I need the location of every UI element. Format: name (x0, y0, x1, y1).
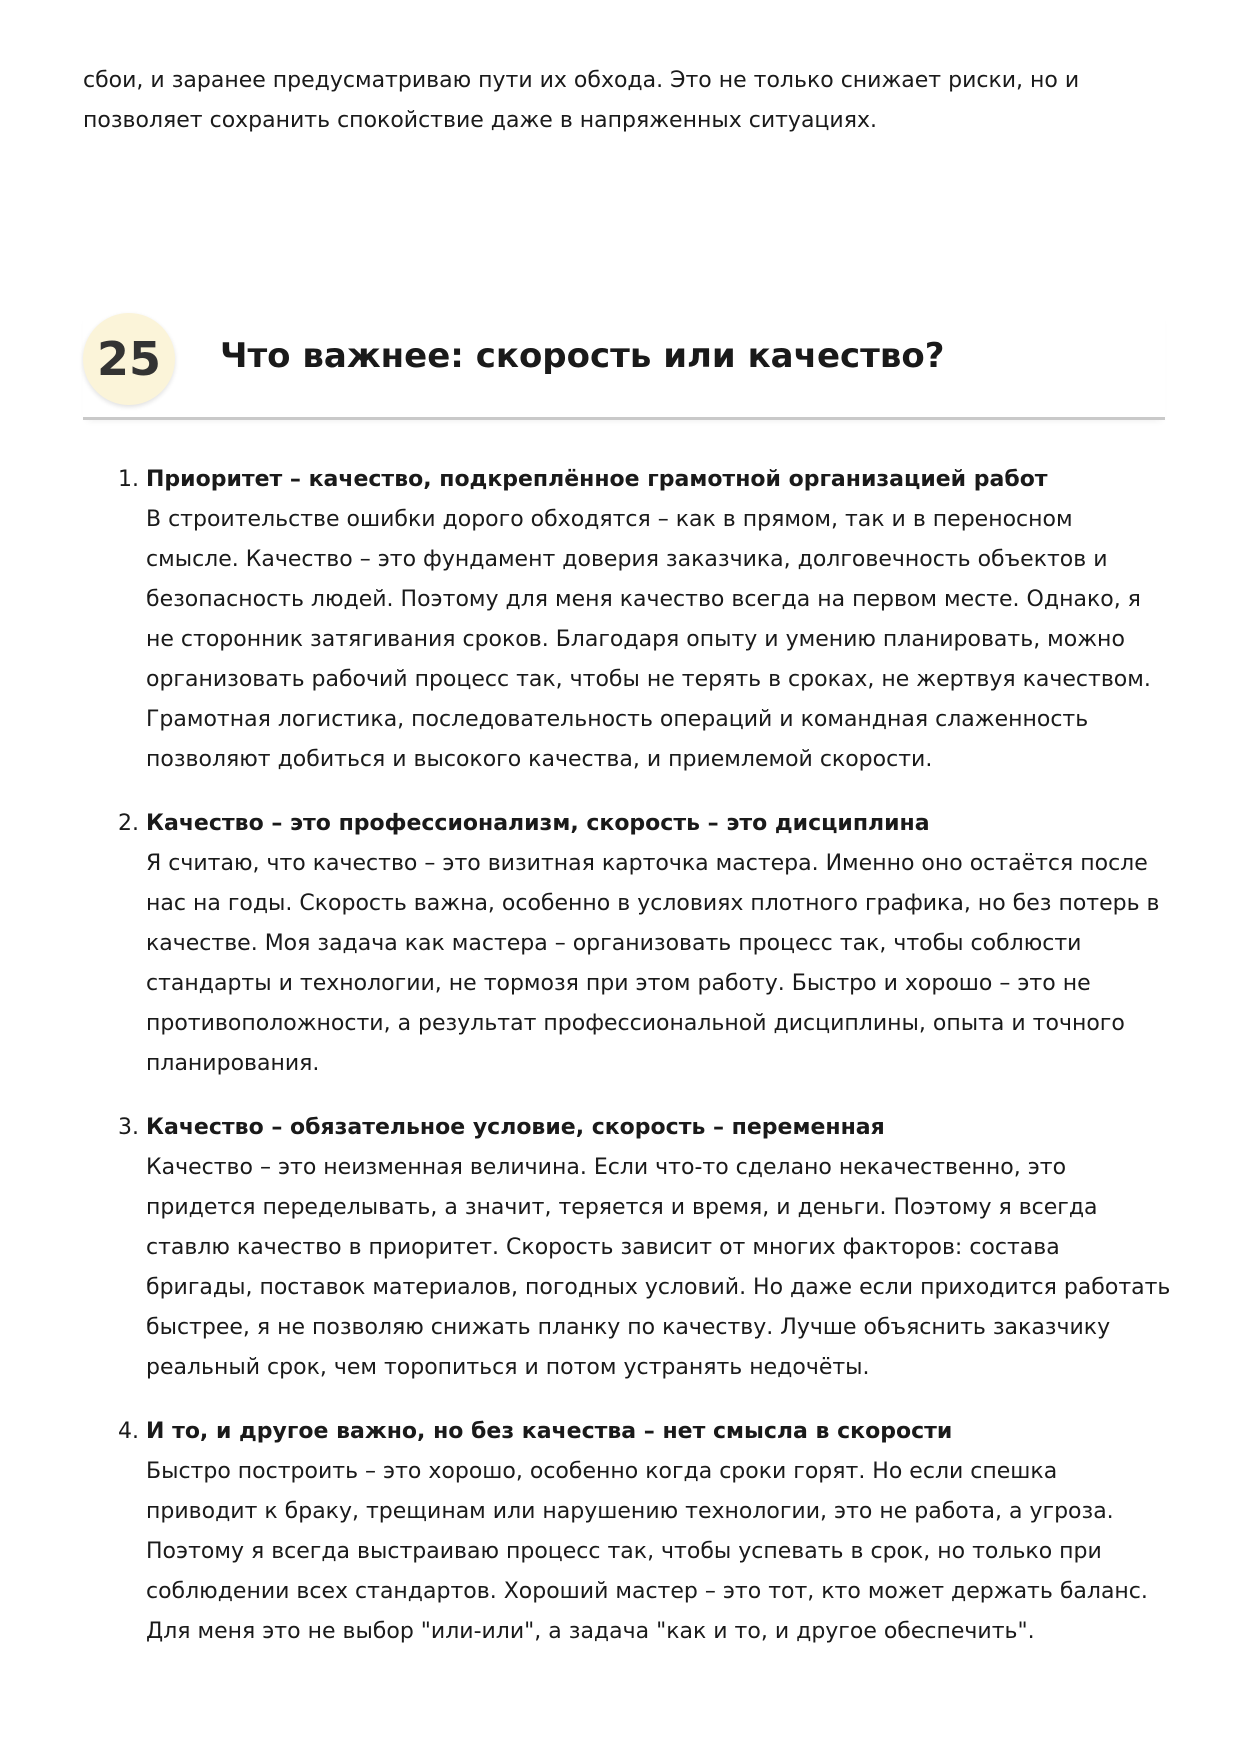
answer-number: 1. (118, 467, 139, 492)
answer-heading: Качество – обязательное условие, скорость – переменная (146, 1115, 885, 1140)
answer-item (118, 1108, 1171, 1388)
answer-text: В строительстве ошибки дорого обходятся – как в прямом, так и в переносном смысле. Качество – это фундамент доверия заказчика, долговечность объектов и безопасность людей. Поэтому для меня качество всегда на первом месте. Однако, я не сторонник затягивания сроков. Благодаря опыту и умению планировать, можно организовать рабочий процесс так, чтобы не терять в сроках, не жертвуя качеством. Грамотная логистика, последовательность операций и командная слаженность позволяют добиться и высокого качества, и приемлемой скорости. (146, 507, 1151, 772)
answer-item (118, 804, 1171, 1084)
section-header (83, 313, 1165, 419)
answer-text: Быстро построить – это хорошо, особенно когда сроки горят. Но если спешка приводит к браку, трещинам или нарушению технологии, это не работа, а угроза. Поэтому я всегда выстраиваю процесс так, чтобы успевать в срок, но только при соблюдении всех стандартов. Хороший мастер – это тот, кто может держать баланс. Для меня это не выбор "или-или", а задача "как и то, и другое обеспечить". (146, 1459, 1148, 1644)
section-divider (83, 417, 1165, 420)
answer-item (118, 460, 1171, 780)
answer-list (118, 460, 1171, 1676)
intro-paragraph: сбои, и заранее предусматриваю пути их обхода. Это не только снижает риски, но и позволяет сохранить спокойствие даже в напряженных ситуациях. (83, 68, 1080, 133)
answer-heading: Приоритет – качество, подкреплённое грамотной организацией работ (146, 467, 1048, 492)
answer-text: Я считаю, что качество – это визитная карточка мастера. Именно оно остаётся после нас на годы. Скорость важна, особенно в условиях плотного графика, но без потерь в качестве. Моя задача как мастера – организовать процесс так, чтобы соблюсти стандарты и технологии, не тормозя при этом работу. Быстро и хорошо – это не противоположности, а результат профессиональной дисциплины, опыта и точного планирования. (146, 851, 1160, 1076)
answer-number: 3. (118, 1115, 139, 1140)
section-number-badge: 25 (83, 313, 175, 405)
answer-number: 4. (118, 1419, 139, 1444)
answer-text: Качество – это неизменная величина. Если что-то сделано некачественно, это придется переделывать, а значит, теряется и время, и деньги. Поэтому я всегда ставлю качество в приоритет. Скорость зависит от многих факторов: состава бригады, поставок материалов, погодных условий. Но даже если приходится работать быстрее, я не позволяю снижать планку по качеству. Лучше объяснить заказчику реальный срок, чем торопиться и потом устранять недочёты. (146, 1155, 1171, 1380)
answer-heading: Качество – это профессионализм, скорость – это дисциплина (146, 811, 930, 836)
section-title: Что важнее: скорость или качество? (220, 336, 945, 376)
answer-number: 2. (118, 811, 139, 836)
answer-item (118, 1412, 1171, 1652)
answer-heading: И то, и другое важно, но без качества – нет смысла в скорости (146, 1419, 953, 1444)
